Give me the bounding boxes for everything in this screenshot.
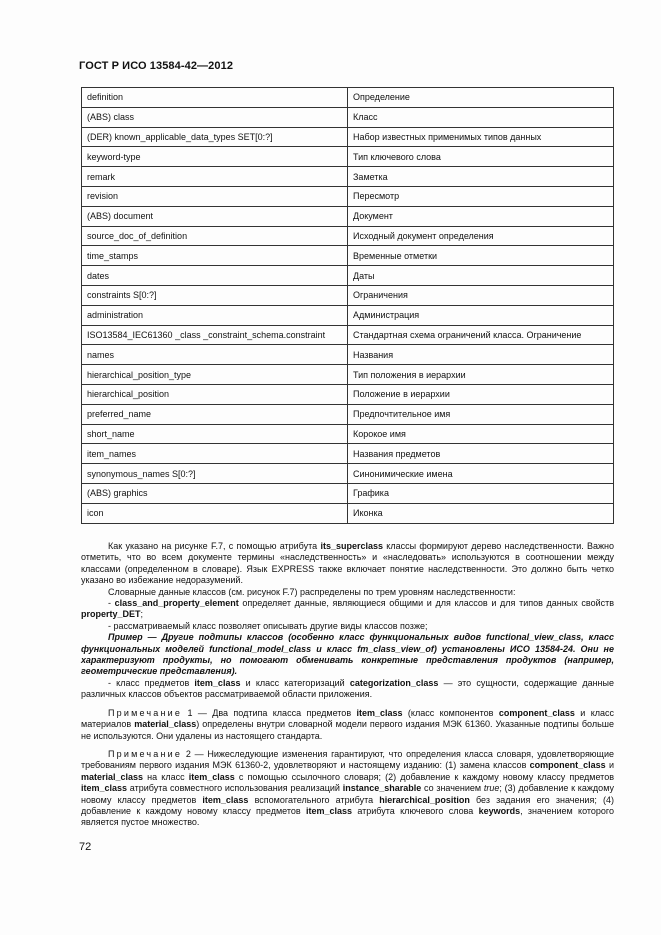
table-row	[82, 88, 614, 108]
translation-cell: Предпочтительное имя	[348, 404, 614, 424]
translation-cell: Названия предметов	[348, 444, 614, 464]
document-header: ГОСТ Р ИСО 13584-42—2012	[79, 60, 234, 72]
table-row	[82, 444, 614, 464]
term-cell: time_stamps	[82, 246, 348, 266]
term-cell: synonymous_names S[0:?]	[82, 464, 348, 484]
term-cell: names	[82, 345, 348, 365]
term-cell: ISO13584_IEC61360 _class _constraint_schema.constraint	[82, 325, 348, 345]
translation-cell: Заметка	[348, 167, 614, 187]
translation-cell: Стандартная схема ограничений класса. Ограничение	[348, 325, 614, 345]
term-cell: source_doc_of_definition	[82, 226, 348, 246]
translation-cell: Ограничения	[348, 285, 614, 305]
table-row	[82, 305, 614, 325]
translation-cell: Набор известных применимых типов данных	[348, 127, 614, 147]
term-cell: (ABS) graphics	[82, 483, 348, 503]
term-cell: revision	[82, 186, 348, 206]
term-cell: (ABS) document	[82, 206, 348, 226]
terms-table	[81, 87, 614, 524]
term-cell: icon	[82, 503, 348, 523]
note-1: Примечание 1 — Два подтипа класса предметов item_class (класс компонентов component_class и класс материалов material_class) определены внутри словарной модели первого издания МЭК 61360. Указанные подтипы больше не используются. Они удалены из настоящего стандарта.	[81, 707, 614, 741]
note-2: Примечание 2 — Нижеследующие изменения гарантируют, что определения класса словаря, удовлетворяющие требованиям первого издания МЭК 61360-2, удовлетворяют и настоящему изданию: (1) замена классов component_class и material_class на класс item_class с помощью ссылочного словаря; (2) добавление к каждому новому классу предметов item_class атрибута совместного использования реализаций instance_sharable со значением true; (3) добавление к каждому новому классу предметов item_class вспомогательного атрибута hierarchical_position без задания его значения; (4) добавление к каждому новому классу предметов item_class атрибута ключевого слова keywords, значением которого является пустое множество.	[81, 748, 615, 828]
table-row	[82, 325, 614, 345]
term-cell: hierarchical_position	[82, 384, 348, 404]
table-row	[82, 285, 614, 305]
translation-cell: Иконка	[348, 503, 614, 523]
table-row	[82, 246, 614, 266]
translation-cell: Графика	[348, 483, 614, 503]
list-item: - class_and_property_element определяет данные, являющиеся общими и для классов и для типов данных свойств property_DET;	[81, 598, 615, 620]
translation-cell: Корокое имя	[348, 424, 614, 444]
table-row	[82, 464, 614, 484]
list-item: - рассматриваемый класс позволяет описывать другие виды классов позже;	[108, 620, 428, 631]
table-row	[82, 226, 614, 246]
table-row	[82, 107, 614, 127]
term-cell: administration	[82, 305, 348, 325]
translation-cell: Положение в иерархии	[348, 384, 614, 404]
table-row	[82, 167, 614, 187]
translation-cell: Тип ключевого слова	[348, 147, 614, 167]
table-row	[82, 503, 614, 523]
translation-cell: Класс	[348, 107, 614, 127]
term-cell: dates	[82, 266, 348, 286]
translation-cell: Временные отметки	[348, 246, 614, 266]
table-row	[82, 404, 614, 424]
page-number: 72	[79, 841, 92, 853]
list-item: - класс предметов item_class и класс категоризаций categorization_class — это сущности, содержащие данные различных классов объектов рассматриваемой области приложения.	[81, 677, 614, 700]
term-cell: remark	[82, 167, 348, 187]
table-row	[82, 365, 614, 385]
translation-cell: Тип положения в иерархии	[348, 365, 614, 385]
term-cell: item_names	[82, 444, 348, 464]
term-cell: short_name	[82, 424, 348, 444]
paragraph-inheritance: Как указано на рисунке F.7, с помощью атрибута its_superclass классы формируют дерево наследственности. Важно отметить, что во всем документе термины «наследственность» и «наследовать» используются в соотношении между классами (определенном в словаре). Язык EXPRESS также включает понятие наследственности. Это должно быть четко указано во избежание недоразумений.	[81, 541, 615, 586]
example-paragraph: Пример — Другие подтипы классов (особенно класс функциональных видов functional_view_class, класс функциональных моделей functional_model_class и класс fm_class_view_of) установлены ИСО 13584-24. Они не характеризуют продукты, но помогают обменивать конкретные представления продуктов (например, геометрические представления).	[81, 632, 615, 677]
table-row	[82, 345, 614, 365]
term-cell: hierarchical_position_type	[82, 365, 348, 385]
term-cell: constraints S[0:?]	[82, 285, 348, 305]
table-row	[82, 424, 614, 444]
translation-cell: Документ	[348, 206, 614, 226]
term-cell: (DER) known_applicable_data_types SET[0:?]	[82, 127, 348, 147]
table-row	[82, 266, 614, 286]
body-text	[81, 541, 614, 829]
table-row	[82, 384, 614, 404]
term-cell: (ABS) class	[82, 107, 348, 127]
translation-cell: Администрация	[348, 305, 614, 325]
table-row	[82, 483, 614, 503]
translation-cell: Исходный документ определения	[348, 226, 614, 246]
term-cell: definition	[82, 88, 348, 108]
translation-cell: Пересмотр	[348, 186, 614, 206]
translation-cell: Синонимические имена	[348, 464, 614, 484]
table-row	[82, 147, 614, 167]
term-cell: keyword-type	[82, 147, 348, 167]
translation-cell: Определение	[348, 88, 614, 108]
term-cell: preferred_name	[82, 404, 348, 424]
paragraph-levels: Словарные данные классов (см. рисунок F.7) распределены по трем уровням наследственности:	[108, 586, 516, 597]
translation-cell: Названия	[348, 345, 614, 365]
translation-cell: Даты	[348, 266, 614, 286]
table-row	[82, 127, 614, 147]
table-row	[82, 206, 614, 226]
table-row	[82, 186, 614, 206]
